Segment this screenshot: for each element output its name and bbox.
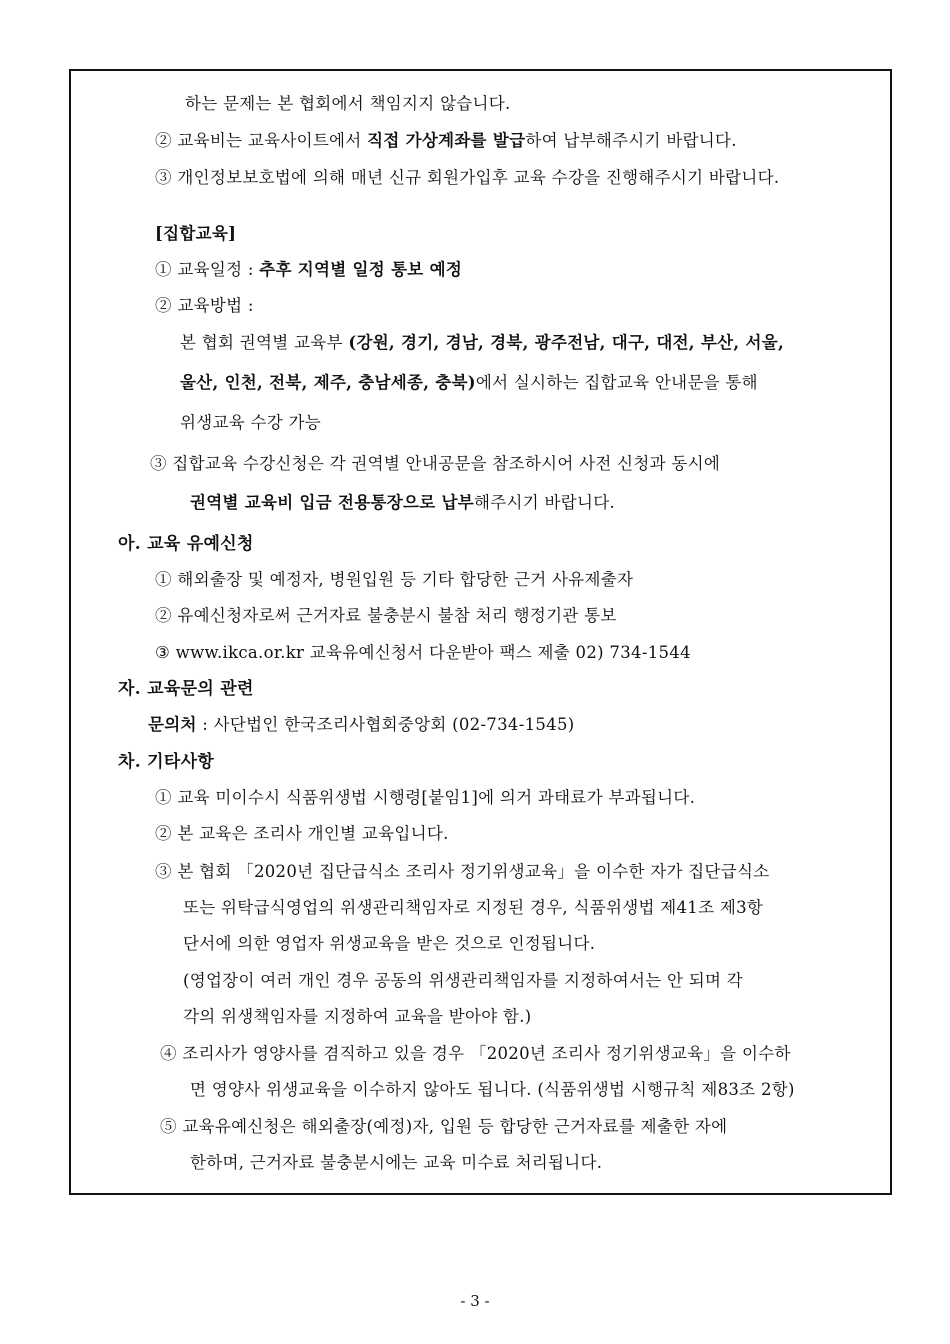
item-text: 개인정보보호법에 의해 매년 신규 회원가입후 교육 수강을 진행해주시기 바랍니다. [177,168,780,187]
online-item-3 [155,166,779,190]
item-text: 본 협회 권역별 교육부 [180,333,349,352]
defer-item-1 [155,568,633,592]
item-text: 하여 납부해주시기 바랍니다. [525,131,737,150]
defer-item-2 [155,604,617,628]
item-number: ② [155,824,172,843]
item-bold: (강원, 경기, 경남, 경북, 광주전남, 대구, 대전, 부산, 서울, [348,333,784,352]
group-education-title: [집합교육] [155,224,237,243]
section-inquiry-title: 자. 교육문의 관련 [118,679,254,699]
item-number: ③ [155,168,172,187]
item-number: ③ [155,643,171,662]
item-number: ⑤ [160,1117,177,1136]
group-schedule [155,258,462,282]
item-text: 교육비는 교육사이트에서 [177,131,368,150]
online-item-2 [155,129,737,153]
item-text: 집합교육 수강신청은 각 권역별 안내공문을 참조하시어 사전 신청과 동시에 [172,454,721,473]
item-text: 본 협회 「2020년 집단급식소 조리사 정기위생교육」을 이수한 자가 집단급식소 [177,862,770,881]
item-number: ① [155,788,172,807]
section-defer-title: 아. 교육 유예신청 [118,534,254,554]
item-number: ② [155,606,172,625]
group-apply-line-2 [190,491,615,515]
item-number: ② [155,296,172,315]
etc-item-4-line-2: 면 영양사 위생교육을 이수하지 않아도 됩니다. (식품위생법 시행규칙 제83조 2항) [190,1080,795,1099]
item-text: 에서 실시하는 집합교육 안내문을 통해 [475,373,758,392]
item-number: ① [155,570,172,589]
group-method-line-2 [180,371,758,395]
etc-item-3-line-1 [155,860,769,884]
etc-item-3-line-2: 또는 위탁급식영업의 위생관리책임자로 지정된 경우, 식품위생법 제41조 제3항 [183,898,764,917]
item-number: ④ [160,1044,177,1063]
item-number: ① [155,260,172,279]
item-text: 교육유예신청은 해외출장(예정)자, 입원 등 합당한 근거자료를 제출한 자에 [182,1117,728,1136]
etc-item-5-line-1 [160,1115,727,1139]
item-text: 교육 미이수시 식품위생법 시행령[붙임1]에 의거 과태료가 부과됩니다. [177,788,696,807]
item-number: ② [155,131,172,150]
etc-item-3-line-4: (영업장이 여러 개인 경우 공동의 위생관리책임자를 지정하여서는 안 되며 각 [183,971,744,990]
item-text: 해주시기 바랍니다. [474,493,616,512]
item-number: ③ [155,862,172,881]
section-etc-title: 차. 기타사항 [118,752,215,772]
etc-item-5-line-2: 한하며, 근거자료 불충분시에는 교육 미수료 처리됩니다. [190,1153,603,1172]
page-number: - 3 - [460,1292,490,1310]
item-text: 유예신청자로써 근거자료 불충분시 불참 처리 행정기관 통보 [177,606,617,625]
item-label: 교육방법 : [177,296,254,315]
item-text: 조리사가 영양사를 겸직하고 있을 경우 「2020년 조리사 정기위생교육」을 이수하 [182,1044,791,1063]
group-method-line-3: 위생교육 수강 가능 [180,413,322,432]
item-label: 교육일정 : [177,260,260,279]
group-method-line-1 [180,331,784,355]
item-text: www.ikca.or.kr 교육유예신청서 다운받아 팩스 제출 02) 734-1544 [175,643,691,662]
item-bold: 직접 가상계좌를 발급 [367,131,526,150]
group-apply-line-1 [150,452,720,476]
etc-item-4-line-1 [160,1042,791,1066]
inquiry-text: : 사단법인 한국조리사협회중앙회 (02-734-1545) [196,715,575,734]
item-text: 본 교육은 조리사 개인별 교육입니다. [177,824,449,843]
etc-item-3-line-3: 단서에 의한 영업자 위생교육을 받은 것으로 인정됩니다. [183,934,596,953]
item-bold: 울산, 인천, 전북, 제주, 충남세종, 충북) [180,373,476,392]
inquiry-line [148,713,575,737]
item-bold: 권역별 교육비 입금 전용통장으로 납부 [190,493,475,512]
item-text: 해외출장 및 예정자, 병원입원 등 기타 합당한 근거 사유제출자 [177,570,634,589]
inquiry-label: 문의처 [148,715,197,734]
etc-item-1 [155,786,695,810]
group-method [155,294,254,318]
defer-item-3 [155,641,691,665]
item-number: ③ [150,454,167,473]
etc-item-2 [155,822,449,846]
etc-item-3-line-5: 각의 위생책임자를 지정하여 교육을 받아야 함.) [183,1007,532,1026]
item-bold: 추후 지역별 일정 통보 예정 [259,260,463,279]
continued-line: 하는 문제는 본 협회에서 책임지지 않습니다. [185,94,511,113]
